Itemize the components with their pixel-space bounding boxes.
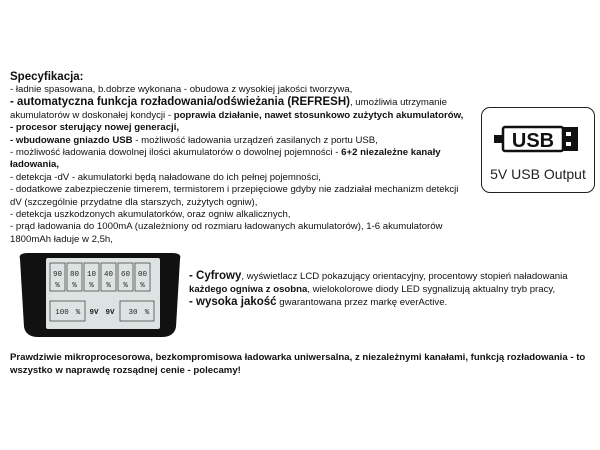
spec-line: - procesor sterujący nowej generacji, [10, 122, 180, 134]
lcd-screen [46, 258, 160, 329]
features-section [189, 270, 594, 310]
lcd-cell-value: 90 [52, 271, 63, 279]
lcd-cell-unit: % [140, 282, 145, 290]
lcd-cell-value: 10 [86, 271, 97, 279]
feature-highlight: każdego ogniwa z osobna [189, 283, 308, 295]
lcd-cell-unit: % [123, 282, 128, 290]
lcd-bottom-value: 30 [128, 309, 138, 317]
spec-line: - ładnie spasowana, b.dobrze wykonana - obudowa z wysokiej jakości tworzywa, [10, 84, 353, 95]
feature-line [189, 270, 594, 284]
lcd-cell-value: 80 [69, 271, 80, 279]
lcd-voltage: 9V [105, 309, 115, 317]
feature-text: , wielokolorowe diody LED sygnalizują aktualny tryb pracy, [307, 283, 556, 295]
spec-line: - detekcja -dV - akumulatorki będą naładowane do ich pełnej pojemności, [10, 171, 321, 183]
spec-line: - dodatkowe zabezpieczenie timerem, termistorem i przepięciowe gdyby nie zadziałał mechanizm detekcji [10, 184, 459, 196]
lcd-cell-unit: % [55, 282, 60, 290]
feature-highlight: - Cyfrowy [189, 270, 242, 282]
spec-text: - możliwość ładowania dowolnej ilości akumulatorów o dowolnej pojemności - [10, 147, 342, 159]
lcd-cell-value: 00 [137, 271, 148, 279]
spec-line: - prąd ładowania do 1000mA (uzależniony od rozmiaru ładowanych akumulatorów), 1-6 akumulatorów [10, 221, 443, 233]
usb-output-badge [481, 107, 595, 193]
spec-line [10, 147, 480, 159]
feature-line [189, 296, 594, 310]
feature-highlight: - wysoka jakość [189, 296, 277, 309]
spec-line [10, 135, 480, 147]
lcd-bottom-unit: % [144, 309, 150, 317]
spec-highlight: poprawia działanie, nawet stosunkowo zużytych akumulatorów, [173, 109, 464, 121]
lcd-cell-unit: % [72, 282, 77, 290]
charger-lcd-illustration [14, 249, 186, 341]
spec-text: akumulatorów w doskonałej kondycji - [10, 109, 174, 121]
feature-text: gwarantowana przez markę everActive. [276, 297, 448, 309]
summary-paragraph [10, 352, 595, 377]
usb-logo-text: USB [511, 130, 555, 152]
specification-section [10, 70, 480, 246]
spec-highlight: - automatyczna funkcja rozładowania/odświeżania (REFRESH) [10, 96, 350, 109]
usb-output-label: 5V USB Output [490, 166, 586, 182]
spec-line: 1800mAh ładuje w 2,5h, [10, 233, 113, 245]
lcd-bottom-value: 100 [55, 309, 69, 317]
lcd-cell-value: 60 [120, 271, 131, 279]
spec-line: dV (szczególnie przydatne dla starszych, zużytych ogniw), [10, 196, 258, 208]
spec-text: - możliwość ładowania urządzeń zasilanych z portu USB, [132, 134, 378, 146]
lcd-voltage: 9V [89, 309, 99, 317]
lcd-cell-value: 40 [103, 271, 114, 279]
summary-line: wszystko w naprawdę rozsądnej cenie - polecamy! [10, 364, 241, 376]
spec-line: ładowania, [10, 159, 60, 171]
spec-line [10, 96, 480, 109]
spec-highlight: 6+2 niezależne kanały [341, 147, 441, 159]
spec-title: Specyfikacja: [10, 71, 84, 83]
usb-plug-icon [494, 122, 586, 156]
spec-highlight: - wbudowane gniazdo USB [10, 134, 133, 146]
feature-text: , wyświetlacz LCD pokazujący orientacyjny, procentowy stopień naładowania [241, 271, 568, 282]
spec-line: - detekcja uszkodzonych akumulatorków, oraz ogniw alkalicznych, [10, 209, 291, 221]
spec-text: , umożliwia utrzymanie [349, 97, 447, 109]
feature-line [189, 284, 594, 297]
summary-line: Prawdziwie mikroprocesorowa, bezkompromisowa ładowarka uniwersalna, z niezależnymi kanałami, funkcją rozładowania - to [10, 352, 586, 363]
lcd-cell-unit: % [106, 282, 111, 290]
lcd-bottom-unit: % [75, 309, 81, 317]
spec-line [10, 110, 480, 122]
lcd-cell-unit: % [89, 282, 94, 290]
